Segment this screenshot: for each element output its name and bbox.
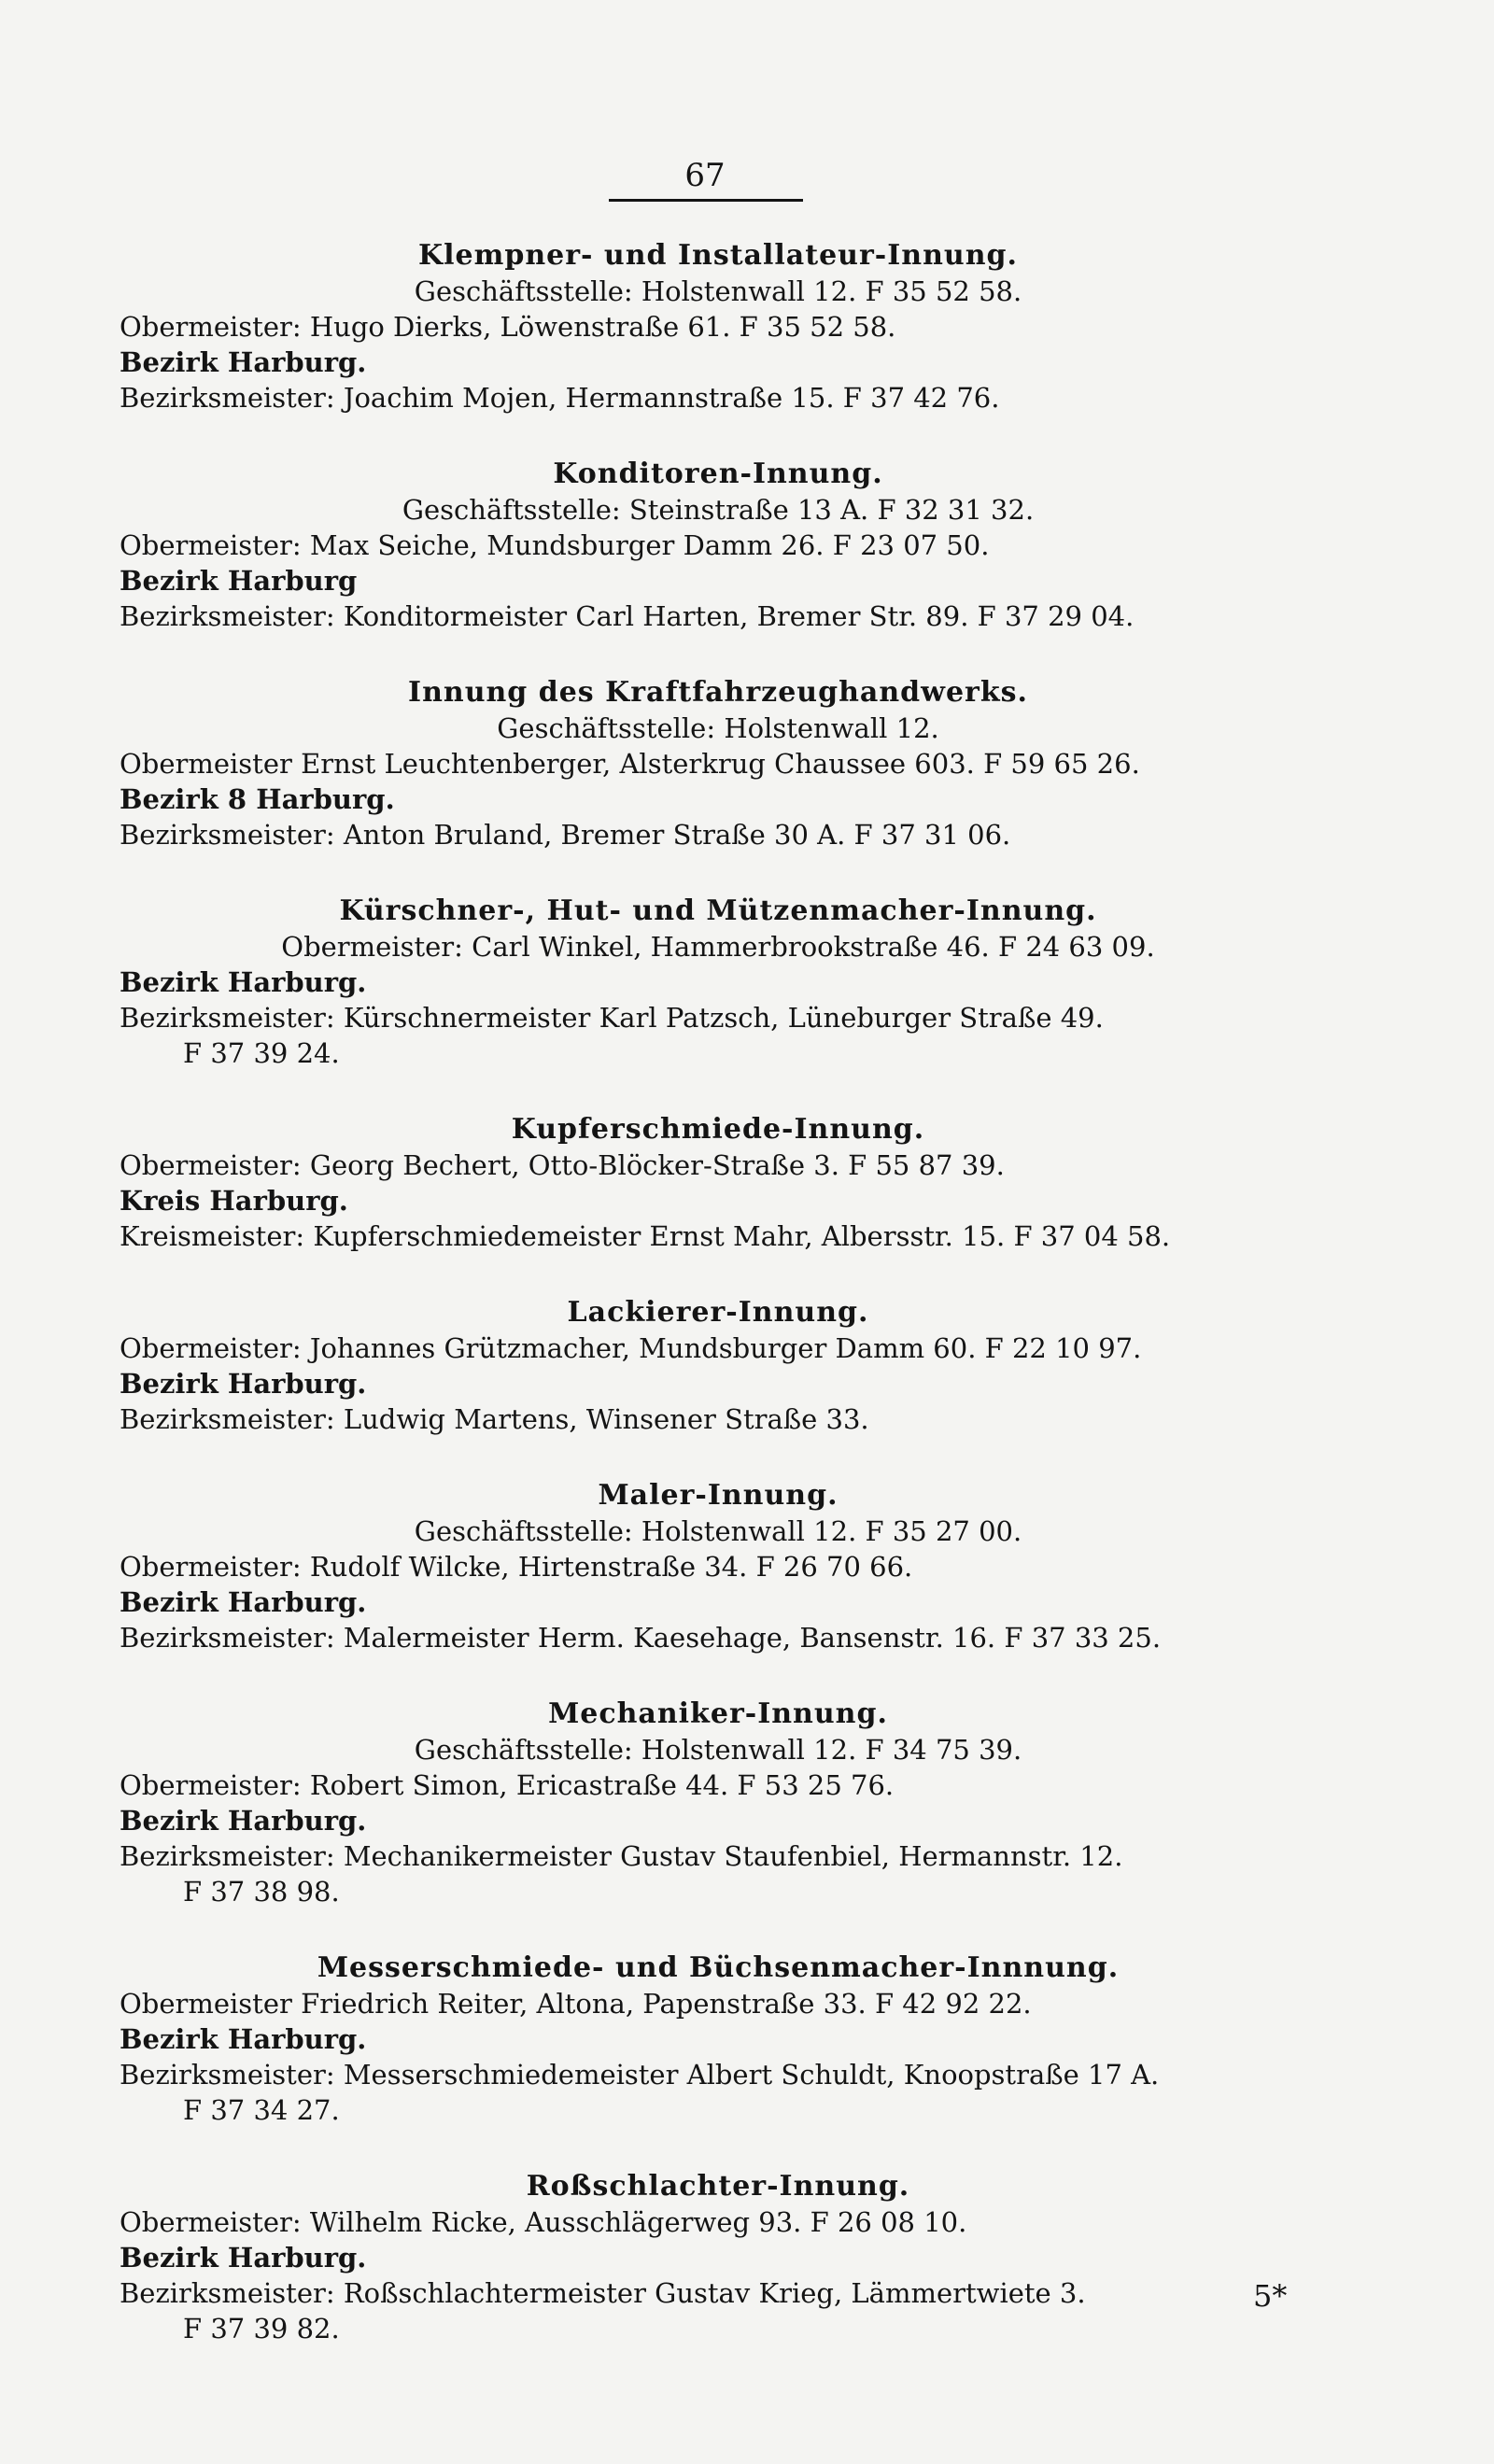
page-number-rule bbox=[609, 199, 803, 202]
guild-section bbox=[120, 1697, 1317, 1909]
section-heading: Kürschner-, Hut- und Mützenmacher-Innung. bbox=[339, 894, 1097, 927]
district-label: Bezirk Harburg. bbox=[120, 1586, 367, 1618]
district-label: Kreis Harburg. bbox=[120, 1185, 348, 1217]
entry-line: Bezirksmeister: Anton Bruland, Bremer Straße 30 A. F 37 31 06. bbox=[120, 819, 1011, 851]
guild-section bbox=[120, 894, 1317, 1071]
section-heading: Maler-Innung. bbox=[598, 1479, 839, 1512]
guild-section bbox=[120, 1295, 1317, 1437]
guild-section bbox=[120, 457, 1317, 634]
entry-line: F 37 38 98. bbox=[183, 1876, 340, 1908]
guild-section bbox=[120, 238, 1317, 415]
entry-line: Obermeister: Carl Winkel, Hammerbrookstraße 46. F 24 63 09. bbox=[281, 931, 1155, 963]
entry-line: Bezirksmeister: Konditormeister Carl Harten, Bremer Str. 89. F 37 29 04. bbox=[120, 600, 1135, 632]
entry-line: Geschäftsstelle: Holstenwall 12. F 34 75 39. bbox=[414, 1734, 1022, 1766]
entry-line: Obermeister Ernst Leuchtenberger, Alsterkrug Chaussee 603. F 59 65 26. bbox=[120, 748, 1140, 780]
entry-line: Geschäftsstelle: Holstenwall 12. F 35 52 58. bbox=[414, 275, 1022, 307]
entry-line: Obermeister: Johannes Grützmacher, Mundsburger Damm 60. F 22 10 97. bbox=[120, 1332, 1142, 1364]
entry-line: Obermeister Friedrich Reiter, Altona, Papenstraße 33. F 42 92 22. bbox=[120, 1988, 1032, 2020]
entry-line: Obermeister: Rudolf Wilcke, Hirtenstraße 34. F 26 70 66. bbox=[120, 1551, 913, 1583]
guild-section bbox=[120, 2169, 1317, 2346]
entry-line: F 37 39 24. bbox=[183, 1037, 340, 1069]
entry-line: Bezirksmeister: Mechanikermeister Gustav Staufenbiel, Hermannstr. 12. bbox=[120, 1840, 1123, 1872]
entry-line: Obermeister: Hugo Dierks, Löwenstraße 61. F 35 52 58. bbox=[120, 311, 896, 343]
entry-line: Bezirksmeister: Roßschlachtermeister Gustav Krieg, Lämmertwiete 3. bbox=[120, 2277, 1086, 2309]
district-label: Bezirk Harburg. bbox=[120, 1368, 367, 1400]
entry-line: Bezirksmeister: Ludwig Martens, Winsener Straße 33. bbox=[120, 1403, 869, 1435]
district-label: Bezirk 8 Harburg. bbox=[120, 783, 395, 815]
section-heading: Innung des Kraftfahrzeughandwerks. bbox=[408, 676, 1028, 709]
section-heading: Roßschlachter-Innung. bbox=[526, 2170, 910, 2203]
entry-line: Geschäftsstelle: Steinstraße 13 A. F 32 31 32. bbox=[402, 494, 1035, 526]
guild-section bbox=[120, 1478, 1317, 1655]
entry-line: Obermeister: Max Seiche, Mundsburger Damm 26. F 23 07 50. bbox=[120, 529, 990, 561]
district-label: Bezirk Harburg bbox=[120, 565, 358, 597]
entry-line: Bezirksmeister: Joachim Mojen, Hermannstraße 15. F 37 42 76. bbox=[120, 382, 1000, 414]
entry-line: Geschäftsstelle: Holstenwall 12. F 35 27 00. bbox=[414, 1515, 1022, 1547]
district-label: Bezirk Harburg. bbox=[120, 1805, 367, 1837]
section-heading: Messerschmiede- und Büchsenmacher-Innnung. bbox=[317, 1951, 1120, 1984]
entry-line: Obermeister: Wilhelm Ricke, Ausschlägerweg 93. F 26 08 10. bbox=[120, 2206, 967, 2238]
entry-line: Geschäftsstelle: Holstenwall 12. bbox=[497, 712, 939, 744]
section-heading: Klempner- und Installateur-Innung. bbox=[418, 239, 1018, 272]
entry-line: Bezirksmeister: Messerschmiedemeister Albert Schuldt, Knoopstraße 17 A. bbox=[120, 2059, 1160, 2091]
section-heading: Kupferschmiede-Innung. bbox=[511, 1113, 925, 1146]
page-number: 67 bbox=[684, 157, 726, 194]
page-content bbox=[120, 219, 1317, 2346]
printer-signature-mark: 5* bbox=[1253, 2278, 1288, 2314]
entry-line: F 37 34 27. bbox=[183, 2094, 340, 2126]
entry-line: Bezirksmeister: Kürschnermeister Karl Patzsch, Lüneburger Straße 49. bbox=[120, 1002, 1104, 1034]
district-label: Bezirk Harburg. bbox=[120, 2242, 367, 2274]
guild-section bbox=[120, 675, 1317, 852]
entry-line: Kreismeister: Kupferschmiedemeister Ernst Mahr, Albersstr. 15. F 37 04 58. bbox=[120, 1220, 1171, 1252]
entry-line: Obermeister: Robert Simon, Ericastraße 44. F 53 25 76. bbox=[120, 1769, 895, 1801]
guild-section bbox=[120, 1112, 1317, 1254]
district-label: Bezirk Harburg. bbox=[120, 346, 367, 378]
entry-line: Obermeister: Georg Bechert, Otto-Blöcker-Straße 3. F 55 87 39. bbox=[120, 1149, 1005, 1181]
section-heading: Konditoren-Innung. bbox=[553, 458, 883, 490]
district-label: Bezirk Harburg. bbox=[120, 2023, 367, 2055]
guild-section bbox=[120, 1950, 1317, 2128]
entry-line: F 37 39 82. bbox=[183, 2313, 340, 2344]
entry-line: Bezirksmeister: Malermeister Herm. Kaesehage, Bansenstr. 16. F 37 33 25. bbox=[120, 1622, 1162, 1654]
district-label: Bezirk Harburg. bbox=[120, 966, 367, 998]
section-heading: Mechaniker-Innung. bbox=[548, 1697, 888, 1730]
section-heading: Lackierer-Innung. bbox=[567, 1296, 869, 1329]
